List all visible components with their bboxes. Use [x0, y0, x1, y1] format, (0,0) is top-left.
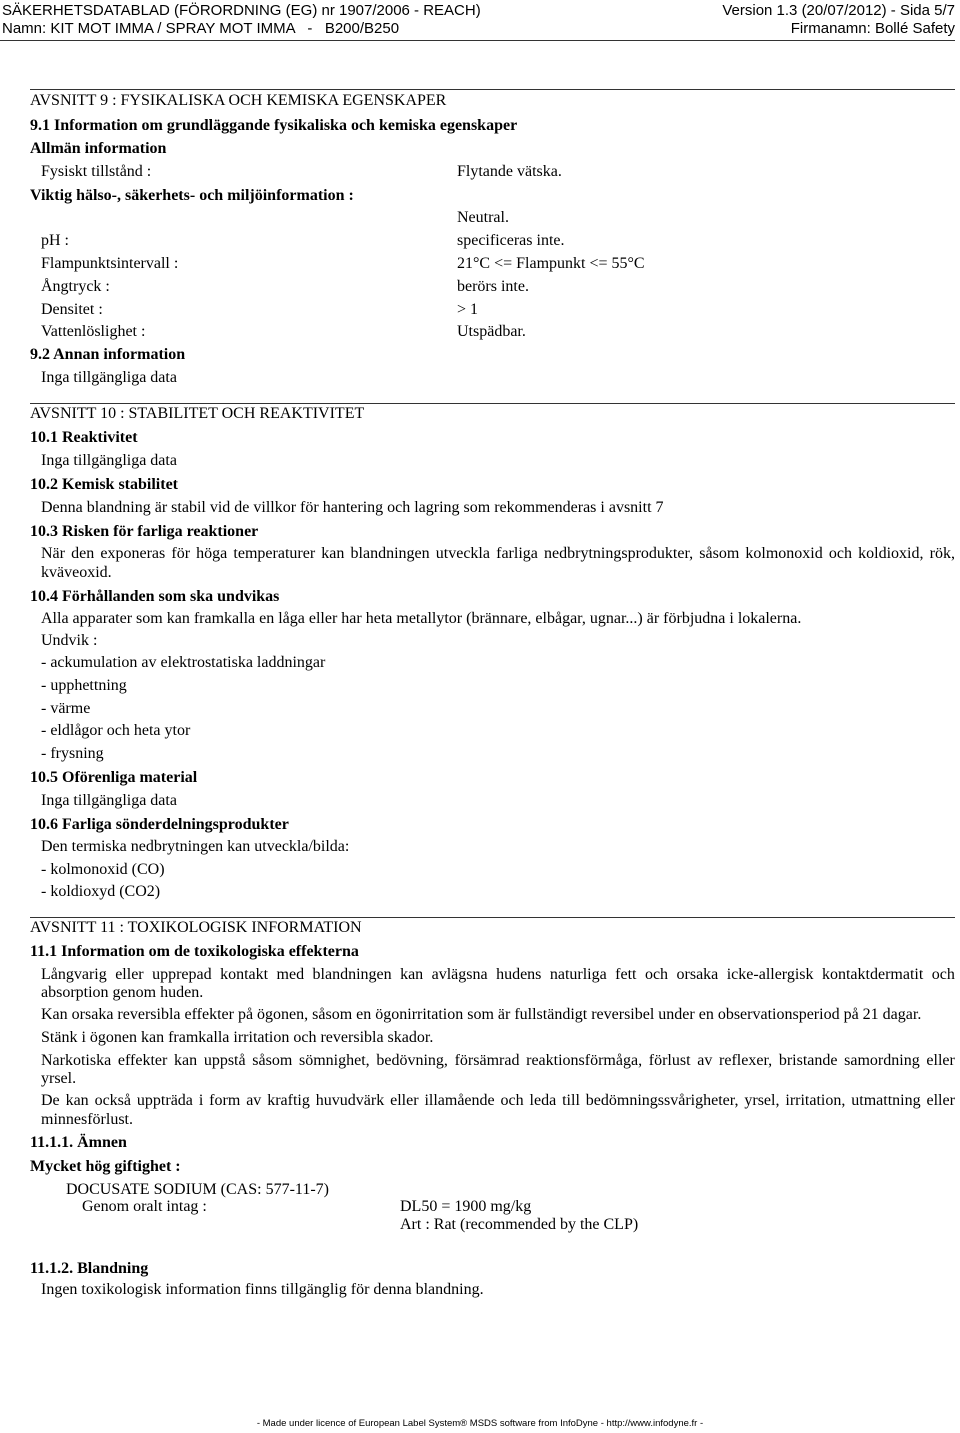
important-info-heading: Viktig hälso-, säkerhets- och miljöinformation :	[30, 187, 354, 204]
subsection-9-1-heading: 9.1 Information om grundläggande fysikaliska och kemiska egenskaper	[30, 117, 518, 134]
header-title: SÄKERHETSDATABLAD (FÖRORDNING (EG) nr 1907/2006 - REACH)	[2, 2, 481, 19]
word: leda	[529, 1092, 557, 1109]
subsection-11-1-1-heading: 11.1.1. Ämnen	[30, 1134, 127, 1151]
subsection-10-4-heading: 10.4 Förhållanden som ska undvikas	[30, 588, 280, 605]
test-species: Art : Rat (recommended by the CLP)	[400, 1216, 639, 1233]
word: sömnighet,	[298, 1052, 370, 1069]
avoid-item: - värme	[41, 700, 91, 717]
word: kontaktdermatit	[821, 966, 924, 983]
word: och	[500, 1092, 524, 1109]
word: avlägsna	[431, 966, 488, 983]
header-rule	[0, 40, 955, 41]
word: förlust	[648, 1052, 691, 1069]
word: eller	[390, 1092, 419, 1109]
word: irritation,	[785, 1092, 846, 1109]
word: fett	[615, 966, 637, 983]
word: farliga	[496, 545, 538, 562]
word: till	[562, 1092, 580, 1109]
avoid-item: - frysning	[41, 745, 104, 762]
effects-paragraph-line: minnesförlust.	[41, 1111, 133, 1128]
word: och	[931, 966, 955, 983]
word: reaktionsförmåga,	[526, 1052, 643, 1069]
word: kontakt	[220, 966, 269, 983]
word: Långvarig	[41, 966, 107, 983]
important-info-value: Neutral.	[457, 209, 509, 226]
word: och	[644, 966, 669, 983]
word: form	[209, 1092, 241, 1109]
word: kan	[174, 1052, 198, 1069]
word: av	[246, 1092, 262, 1109]
subsection-9-2-heading: 9.2 Annan information	[30, 346, 186, 363]
substance-name: DOCUSATE SODIUM (CAS: 577-11-7)	[66, 1181, 329, 1198]
decomposition-text: Den termiska nedbrytningen kan utveckla/bilda:	[41, 838, 350, 855]
subsection-10-1-heading: 10.1 Reaktivitet	[30, 429, 138, 446]
word: När	[41, 545, 65, 562]
word: bedövning,	[376, 1052, 448, 1069]
word: upprepad	[152, 966, 212, 983]
word: De	[41, 1092, 60, 1109]
word: temperaturer	[233, 545, 316, 562]
word: såsom	[699, 545, 740, 562]
word: uppstå	[203, 1052, 246, 1069]
toxicity-label: Mycket hög giftighet :	[30, 1158, 181, 1175]
mixture-text: Ingen toxikologisk information finns tillgänglig för denna blandning.	[41, 1281, 484, 1298]
header-product-name: Namn: KIT MOT IMMA / SPRAY MOT IMMA - B200/B250	[2, 20, 400, 37]
reactivity-text: Inga tillgängliga data	[41, 452, 177, 469]
density-label: Densitet :	[41, 301, 103, 318]
word: uppträda	[136, 1092, 193, 1109]
word: också	[94, 1092, 132, 1109]
stability-text: Denna blandning är stabil vid de villkor för hantering och lagring som rekommenderas i avsnitt 7	[41, 499, 664, 516]
word: utveckla	[435, 545, 490, 562]
word: nedbrytningsprodukter,	[544, 545, 694, 562]
footer-licence: - Made under licence of European Label System® MSDS software from InfoDyne - http://www.infodyne.fr -	[256, 1418, 704, 1429]
vapour-pressure-value: berörs inte.	[457, 278, 529, 295]
word: blandningen	[350, 545, 430, 562]
avoid-label: Undvik :	[41, 632, 98, 649]
word: eller	[115, 966, 144, 983]
flash-point-value: 21°C <= Flampunkt <= 55°C	[457, 255, 645, 272]
effects-paragraph-line: absorption genom huden.	[41, 984, 204, 1001]
section-10-heading: AVSNITT 10 : STABILITET OCH REAKTIVITET	[30, 405, 365, 422]
general-info-heading: Allmän information	[30, 140, 167, 157]
word: den	[71, 545, 95, 562]
decomposition-item: - kolmonoxid (CO)	[41, 861, 165, 878]
effects-paragraph-line: Kan orsaka reversibla effekter på ögonen, såsom en ögonirritation som är fullständigt reversibel under en observationsperiod på 21 dagar.	[41, 1006, 922, 1023]
word: kraftig	[267, 1092, 310, 1109]
water-solubility-value: Utspädbar.	[457, 323, 526, 340]
word: försämrad	[454, 1052, 520, 1069]
effects-paragraph-line	[41, 1092, 955, 1110]
word: eller	[926, 1052, 955, 1069]
other-info-text: Inga tillgängliga data	[41, 369, 177, 386]
word: exponeras	[100, 545, 166, 562]
word: bristande	[778, 1052, 838, 1069]
word: för	[171, 545, 191, 562]
word: hudens	[496, 966, 542, 983]
word: av	[697, 1052, 713, 1069]
hazardous-reactions-line-1	[41, 545, 955, 563]
word: eller	[926, 1092, 955, 1109]
header-company: Firmanamn: Bollé Safety	[790, 20, 955, 37]
word: höga	[196, 545, 228, 562]
hazardous-reactions-line-2: kväveoxid.	[41, 564, 112, 581]
word: såsom	[252, 1052, 293, 1069]
word: effekter	[117, 1052, 168, 1069]
subsection-11-1-heading: 11.1 Information om de toxikologiska effekterna	[30, 943, 359, 960]
word: huvudvärk	[315, 1092, 385, 1109]
decomposition-item: - koldioxyd (CO2)	[41, 883, 161, 900]
avoid-item: - upphettning	[41, 677, 127, 694]
subsection-10-5-heading: 10.5 Oförenliga material	[30, 769, 198, 786]
section-9-rule	[30, 89, 955, 90]
subsection-10-2-heading: 10.2 Kemisk stabilitet	[30, 476, 178, 493]
word: naturliga	[549, 966, 607, 983]
word: bedömningssvårigheter,	[585, 1092, 739, 1109]
word: Narkotiska	[41, 1052, 112, 1069]
ld50-value: DL50 = 1900 mg/kg	[400, 1198, 532, 1215]
section-11-rule	[30, 917, 955, 918]
incompatible-text: Inga tillgängliga data	[41, 792, 177, 809]
effects-paragraph-line: Stänk i ögonen kan framkalla irritation och reversibla skador.	[41, 1029, 434, 1046]
word: i	[198, 1092, 204, 1109]
word: reflexer,	[719, 1052, 773, 1069]
word: utmattning	[851, 1092, 921, 1109]
physical-state-value: Flytande vätska.	[457, 163, 562, 180]
word: kan	[321, 545, 345, 562]
vapour-pressure-label: Ångtryck :	[41, 278, 110, 295]
word: illamående	[424, 1092, 495, 1109]
exposure-route: Genom oralt intag :	[82, 1198, 207, 1215]
subsection-11-1-2-heading: 11.1.2. Blandning	[30, 1260, 149, 1277]
flash-point-label: Flampunktsintervall :	[41, 255, 179, 272]
section-9-heading: AVSNITT 9 : FYSIKALISKA OCH KEMISKA EGENSKAPER	[30, 92, 447, 109]
avoid-item: - ackumulation av elektrostatiska laddningar	[41, 654, 326, 671]
physical-state-label: Fysiskt tillstånd :	[41, 163, 152, 180]
ph-value: specificeras inte.	[457, 232, 565, 249]
word: kolmonoxid	[745, 545, 823, 562]
water-solubility-label: Vattenlöslighet :	[41, 323, 146, 340]
word: icke-allergisk	[726, 966, 814, 983]
word: orsaka	[676, 966, 719, 983]
word: och	[828, 545, 852, 562]
effects-paragraph-line	[41, 966, 955, 984]
word: blandningen	[312, 966, 392, 983]
header-version: Version 1.3 (20/07/2012) - Sida 5/7	[722, 2, 955, 19]
effects-paragraph-line	[41, 1052, 955, 1070]
subsection-10-3-heading: 10.3 Risken för farliga reaktioner	[30, 523, 259, 540]
conditions-text: Alla apparater som kan framkalla en låga eller har heta metallytor (brännare, elbågar, ugnar...) är förbjudna i lokalerna.	[41, 610, 802, 627]
ph-label: pH :	[41, 232, 69, 249]
word: kan	[400, 966, 424, 983]
word: yrsel,	[744, 1092, 780, 1109]
effects-paragraph-line: yrsel.	[41, 1070, 77, 1087]
word: koldioxid,	[858, 545, 924, 562]
density-value: > 1	[457, 301, 479, 318]
word: kan	[65, 1092, 89, 1109]
subsection-10-6-heading: 10.6 Farliga sönderdelningsprodukter	[30, 816, 289, 833]
word: rök,	[929, 545, 955, 562]
word: med	[276, 966, 305, 983]
section-10-rule	[30, 403, 955, 404]
avoid-item: - eldlågor och heta ytor	[41, 722, 191, 739]
section-11-heading: AVSNITT 11 : TOXIKOLOGISK INFORMATION	[30, 919, 362, 936]
word: samordning	[844, 1052, 920, 1069]
